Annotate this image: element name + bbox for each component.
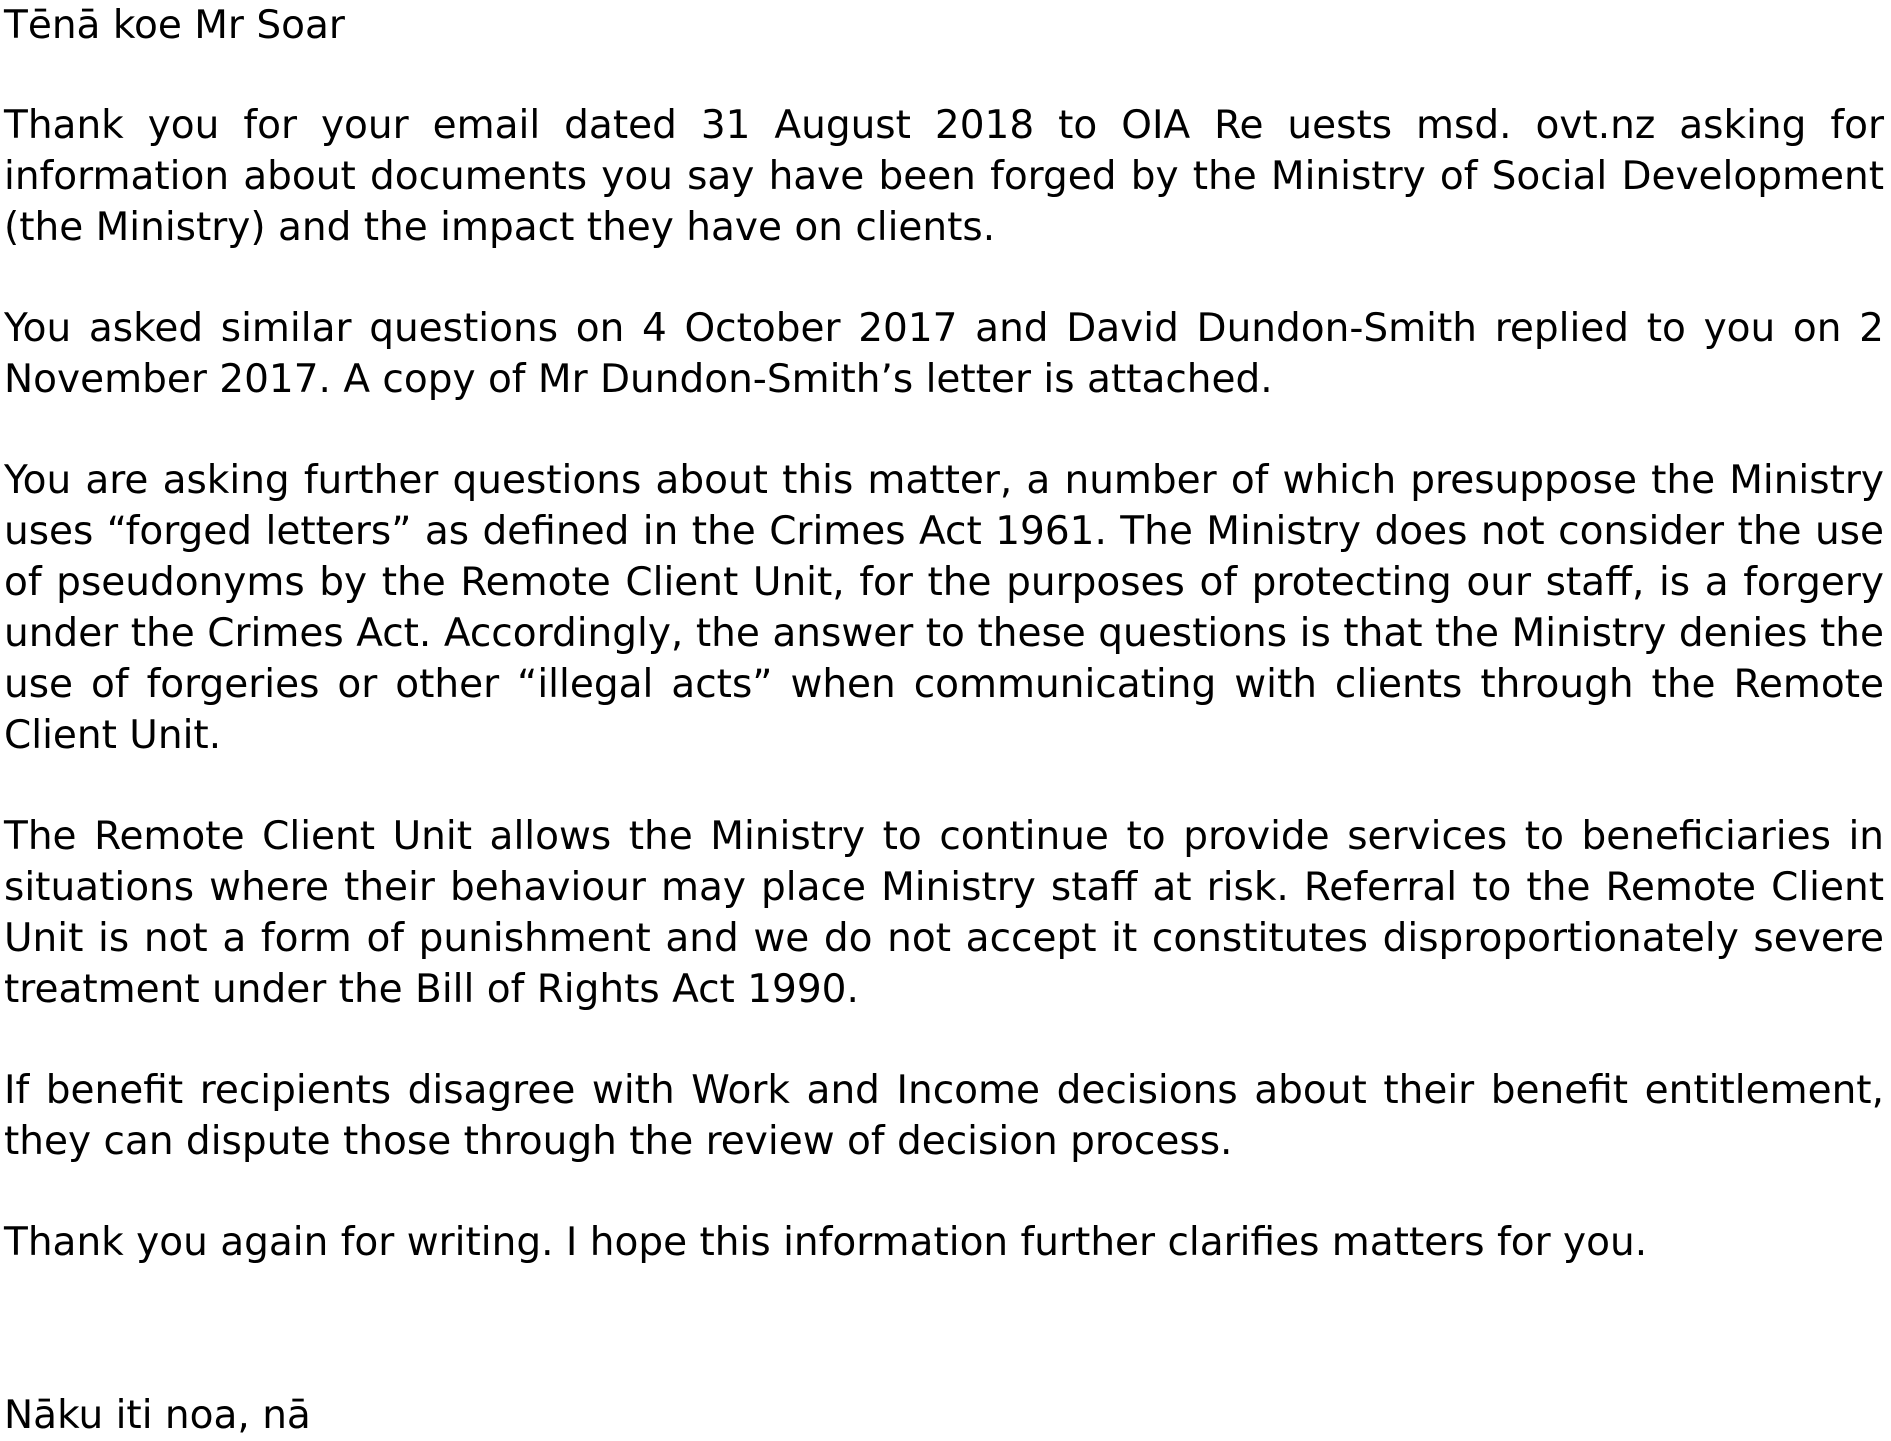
- paragraph-review-process: If benefit recipients disagree with Work and Income decisions about their benefit entitlement, they can dispute those through the review of decision process.: [4, 1068, 1884, 1164]
- paragraph-previous-request: You asked similar questions on 4 October 2017 and David Dundon-Smith replied to you on 2 November 2017. A copy of Mr Dundon-Smith’s letter is attached.: [4, 306, 1884, 402]
- letter-body: [4, 0, 1884, 1441]
- paragraph-thanks: Thank you again for writing. I hope this information further clarifies matters for you.: [4, 1220, 1648, 1265]
- paragraph-email-acknowledgement: Thank you for your email dated 31 August 2018 to OIA Re uests msd. ovt.nz asking for information about documents you say have been forged by the Ministry of Social Development (the Ministry) and the impact they have on clients.: [4, 103, 1884, 250]
- paragraph-remote-client-unit: The Remote Client Unit allows the Ministry to continue to provide services to beneficiaries in situations where their behaviour may place Ministry staff at risk. Referral to the Remote Client Unit is not a form of punishment and we do not accept it constitutes disproportionately severe treatment under the Bill of Rights Act 1990.: [4, 814, 1884, 1012]
- letter-greeting: Tēnā koe Mr Soar: [4, 3, 345, 48]
- letter-closing: Nāku iti noa, nā: [4, 1393, 311, 1438]
- paragraph-forgery-response: You are asking further questions about this matter, a number of which presuppose the Ministry uses “forged letters” as defined in the Crimes Act 1961. The Ministry does not consider the use of pseudonyms by the Remote Client Unit, for the purposes of protecting our staff, is a forgery under the Crimes Act. Accordingly, the answer to these questions is that the Ministry denies the use of forgeries or other “illegal acts” when communicating with clients through the Remote Client Unit.: [4, 458, 1884, 758]
